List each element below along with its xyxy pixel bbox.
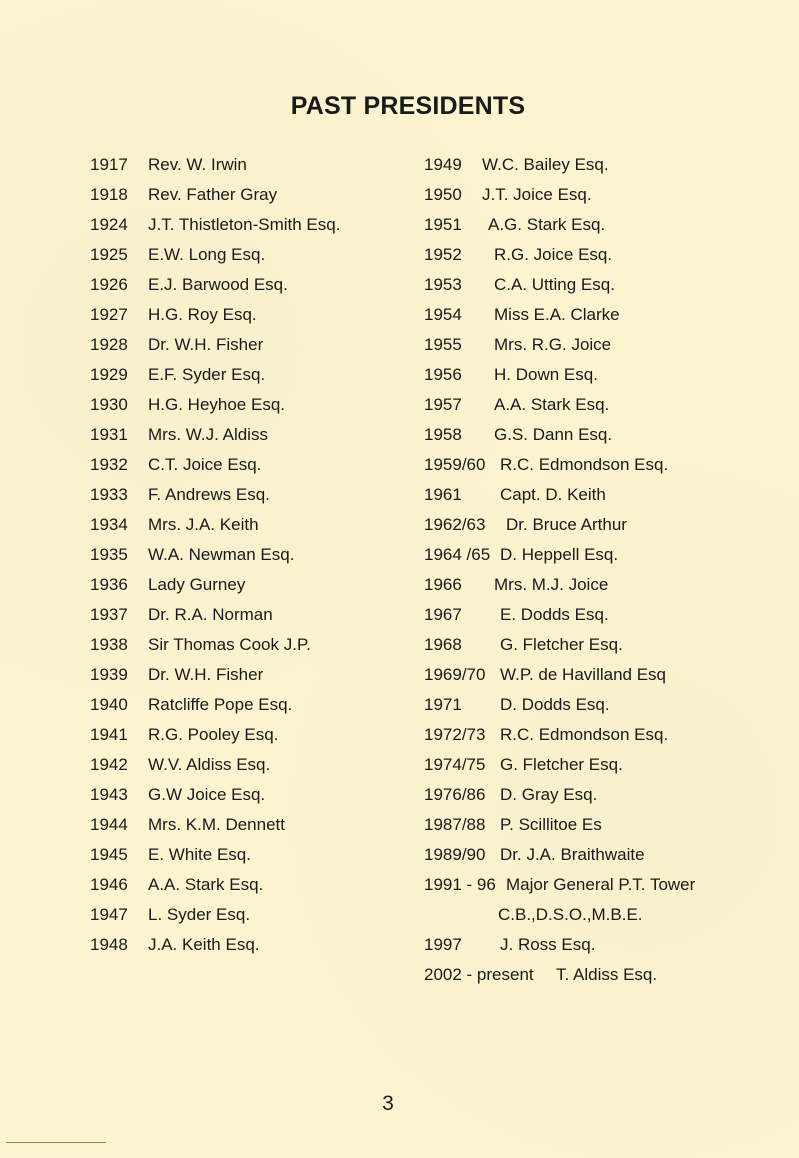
year: 1955 — [424, 335, 462, 354]
year: 1942 — [90, 755, 128, 774]
year: 1918 — [90, 185, 128, 204]
list-item — [90, 212, 410, 242]
president-name: Mrs. R.G. Joice — [494, 335, 612, 354]
year: 1934 — [90, 515, 128, 534]
president-name: E.J. Barwood Esq. — [148, 275, 288, 294]
list-item — [90, 572, 410, 602]
year: 1948 — [90, 935, 128, 954]
president-name: J.T. Thistleton-Smith Esq. — [148, 215, 341, 234]
president-name: Dr. Bruce Arthur — [506, 515, 627, 534]
list-item — [90, 512, 410, 542]
president-name: G.S. Dann Esq. — [494, 425, 613, 444]
year: 1956 — [424, 365, 462, 384]
year: 1954 — [424, 305, 462, 324]
list-item — [424, 662, 784, 692]
year: 1924 — [90, 215, 128, 234]
list-item — [90, 752, 410, 782]
president-name: W.P. de Havilland Esq — [500, 665, 666, 684]
year: 1927 — [90, 305, 128, 324]
list-item — [424, 302, 784, 332]
president-name: E. White Esq. — [148, 845, 251, 864]
list-item — [424, 902, 784, 932]
year: 1935 — [90, 545, 128, 564]
president-name: E.W. Long Esq. — [148, 245, 266, 264]
presidents-list-left — [90, 152, 410, 962]
president-name: Sir Thomas Cook J.P. — [148, 635, 311, 654]
president-name: Rev. W. Irwin — [148, 155, 247, 174]
list-item — [90, 662, 410, 692]
year: 1938 — [90, 635, 128, 654]
year: 1957 — [424, 395, 462, 414]
year: 1951 — [424, 215, 462, 234]
list-item — [424, 452, 784, 482]
year: 1932 — [90, 455, 128, 474]
list-item — [424, 752, 784, 782]
year: 1946 — [90, 875, 128, 894]
year: 1940 — [90, 695, 128, 714]
president-name: A.G. Stark Esq. — [488, 215, 606, 234]
year: 1974/75 — [424, 755, 486, 774]
president-name: W.V. Aldiss Esq. — [148, 755, 271, 774]
year: 1959/60 — [424, 455, 486, 474]
footer-divider — [6, 1142, 106, 1143]
list-item — [90, 872, 410, 902]
list-item — [424, 272, 784, 302]
year: 1966 — [424, 575, 462, 594]
president-name: J.A. Keith Esq. — [148, 935, 260, 954]
president-name: P. Scillitoe Es — [500, 815, 602, 834]
list-item — [424, 872, 784, 902]
president-name: Dr. J.A. Braithwaite — [500, 845, 645, 864]
president-name: Lady Gurney — [148, 575, 246, 594]
list-item — [90, 542, 410, 572]
list-item — [424, 572, 784, 602]
list-item — [424, 782, 784, 812]
year: 1958 — [424, 425, 462, 444]
president-name: R.C. Edmondson Esq. — [500, 455, 669, 474]
year: 1917 — [90, 155, 128, 174]
year: 1967 — [424, 605, 462, 624]
list-item — [90, 242, 410, 272]
president-name: T. Aldiss Esq. — [556, 965, 658, 984]
year: 1997 — [424, 935, 462, 954]
list-item — [424, 152, 784, 182]
year: 1925 — [90, 245, 128, 264]
list-item — [424, 392, 784, 422]
list-item — [90, 302, 410, 332]
year: 2002 - present — [424, 965, 534, 984]
president-name: C.A. Utting Esq. — [494, 275, 615, 294]
list-item — [424, 422, 784, 452]
year: 1962/63 — [424, 515, 486, 534]
list-item — [424, 632, 784, 662]
year: 1953 — [424, 275, 462, 294]
list-item — [424, 512, 784, 542]
president-name: Mrs. W.J. Aldiss — [148, 425, 268, 444]
year: 1991 - 96 — [424, 875, 496, 894]
list-item — [90, 272, 410, 302]
year: 1950 — [424, 185, 462, 204]
list-item — [424, 212, 784, 242]
president-name: H.G. Heyhoe Esq. — [148, 395, 286, 414]
list-item — [90, 692, 410, 722]
year: 1976/86 — [424, 785, 486, 804]
president-name: Dr. W.H. Fisher — [148, 335, 264, 354]
list-item — [424, 932, 784, 962]
president-name: E. Dodds Esq. — [500, 605, 609, 624]
list-item — [90, 152, 410, 182]
year: 1926 — [90, 275, 128, 294]
year: 1971 — [424, 695, 462, 714]
year: 1952 — [424, 245, 462, 264]
list-item — [90, 902, 410, 932]
list-item — [90, 332, 410, 362]
president-name: Mrs. J.A. Keith — [148, 515, 259, 534]
president-name: G. Fletcher Esq. — [500, 635, 623, 654]
president-name: Mrs. K.M. Dennett — [148, 815, 285, 834]
president-name: Rev. Father Gray — [148, 185, 278, 204]
president-name: G. Fletcher Esq. — [500, 755, 623, 774]
year: 1937 — [90, 605, 128, 624]
list-item — [424, 542, 784, 572]
president-name: D. Dodds Esq. — [500, 695, 610, 714]
president-name: Miss E.A. Clarke — [494, 305, 620, 324]
president-name: Capt. D. Keith — [500, 485, 606, 504]
year: 1939 — [90, 665, 128, 684]
president-name: F. Andrews Esq. — [148, 485, 270, 504]
president-name: Dr. R.A. Norman — [148, 605, 273, 624]
list-item — [90, 362, 410, 392]
president-name: D. Heppell Esq. — [500, 545, 619, 564]
president-name: A.A. Stark Esq. — [148, 875, 264, 894]
president-name: A.A. Stark Esq. — [494, 395, 610, 414]
president-name: C.B.,D.S.O.,M.B.E. — [498, 905, 643, 924]
year: 1929 — [90, 365, 128, 384]
year: 1972/73 — [424, 725, 486, 744]
president-name: C.T. Joice Esq. — [148, 455, 262, 474]
year: 1968 — [424, 635, 462, 654]
list-item — [424, 692, 784, 722]
president-name: Major General P.T. Tower — [506, 875, 696, 894]
year: 1933 — [90, 485, 128, 504]
year: 1964 /65 — [424, 545, 491, 564]
page-number: 3 — [382, 1092, 394, 1115]
president-name: L. Syder Esq. — [148, 905, 251, 924]
president-name: D. Gray Esq. — [500, 785, 598, 804]
page-title: PAST PRESIDENTS — [290, 92, 526, 120]
president-name: G.W Joice Esq. — [148, 785, 266, 804]
year: 1941 — [90, 725, 128, 744]
president-name: Ratcliffe Pope Esq. — [148, 695, 293, 714]
year: 1949 — [424, 155, 462, 174]
year: 1989/90 — [424, 845, 486, 864]
list-item — [90, 842, 410, 872]
list-item — [90, 632, 410, 662]
president-name: Mrs. M.J. Joice — [494, 575, 609, 594]
list-item — [90, 452, 410, 482]
year: 1936 — [90, 575, 128, 594]
year: 1931 — [90, 425, 128, 444]
list-item — [424, 332, 784, 362]
year: 1944 — [90, 815, 128, 834]
list-item — [90, 782, 410, 812]
list-item — [90, 812, 410, 842]
list-item — [90, 182, 410, 212]
year: 1987/88 — [424, 815, 486, 834]
president-name: H. Down Esq. — [494, 365, 598, 384]
list-item — [424, 602, 784, 632]
year: 1928 — [90, 335, 128, 354]
list-item — [424, 182, 784, 212]
president-name: R.G. Joice Esq. — [494, 245, 613, 264]
list-item — [90, 392, 410, 422]
president-name: H.G. Roy Esq. — [148, 305, 257, 324]
year: 1961 — [424, 485, 462, 504]
list-item — [424, 362, 784, 392]
president-name: J. Ross Esq. — [500, 935, 596, 954]
president-name: R.G. Pooley Esq. — [148, 725, 279, 744]
list-item — [90, 602, 410, 632]
list-item — [424, 722, 784, 752]
year: 1947 — [90, 905, 128, 924]
year: 1930 — [90, 395, 128, 414]
list-item — [90, 932, 410, 962]
list-item — [424, 242, 784, 272]
year: 1969/70 — [424, 665, 486, 684]
list-item — [90, 422, 410, 452]
president-name: E.F. Syder Esq. — [148, 365, 266, 384]
president-name: Dr. W.H. Fisher — [148, 665, 264, 684]
presidents-list-right — [424, 152, 784, 992]
list-item — [424, 812, 784, 842]
list-item — [90, 722, 410, 752]
list-item — [424, 842, 784, 872]
president-name: J.T. Joice Esq. — [482, 185, 592, 204]
list-item — [424, 962, 784, 992]
year: 1943 — [90, 785, 128, 804]
president-name: W.A. Newman Esq. — [148, 545, 295, 564]
year: 1945 — [90, 845, 128, 864]
list-item — [424, 482, 784, 512]
list-item — [90, 482, 410, 512]
president-name: W.C. Bailey Esq. — [482, 155, 609, 174]
president-name: R.C. Edmondson Esq. — [500, 725, 669, 744]
